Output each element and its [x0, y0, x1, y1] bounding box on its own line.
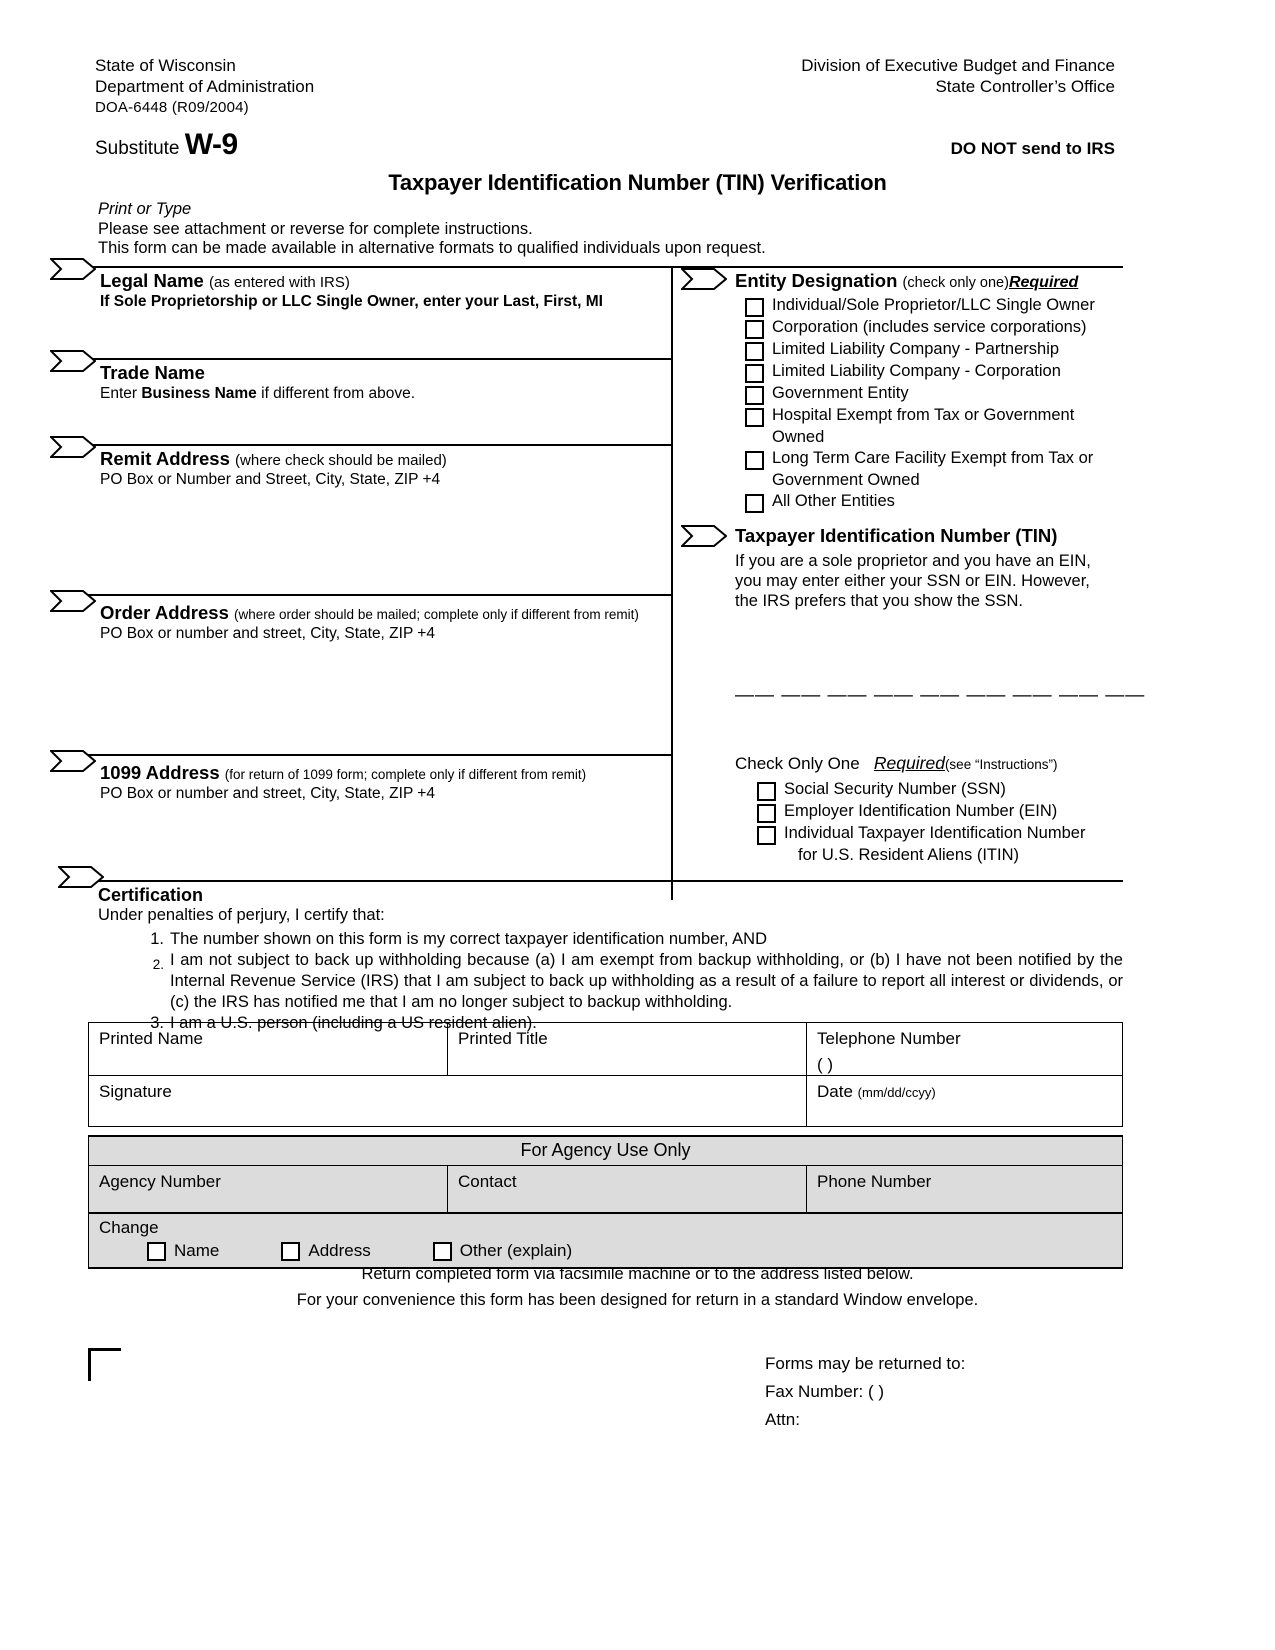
date-format-hint: (mm/dd/ccyy) — [857, 1085, 936, 1100]
telephone-number-placeholder: ( ) — [817, 1055, 834, 1074]
certification-lead: Under penalties of perjury, I certify that: — [98, 906, 385, 924]
checkbox-all-other-entities[interactable] — [745, 494, 764, 513]
left-column — [88, 268, 673, 900]
table-row — [89, 1023, 1123, 1076]
instructions-block — [98, 200, 766, 259]
field-legal-name[interactable] — [88, 270, 671, 360]
change-option-address[interactable] — [281, 1241, 370, 1261]
forms-returned-to-label: Forms may be returned to: — [765, 1354, 966, 1373]
checkbox-long-term-care-exempt[interactable] — [745, 451, 764, 470]
agency-identification — [95, 55, 314, 118]
checkbox-individual-sole-proprietor[interactable] — [745, 298, 764, 317]
trade-name-sub-post: if different from above. — [256, 385, 416, 402]
tin-note — [673, 551, 1123, 611]
checkbox-change-name[interactable] — [147, 1242, 166, 1261]
do-not-send-notice: DO NOT send to IRS — [950, 139, 1115, 158]
return-instructions-line-2: For your convenience this form has been designed for return in a standard Window envelope. — [296, 1291, 979, 1309]
telephone-number-label: Telephone Number — [817, 1029, 961, 1048]
entity-designation-label: Entity Designation — [735, 270, 898, 291]
tin-type-option-label — [784, 823, 1085, 866]
agency-state: State of Wisconsin — [95, 56, 236, 75]
change-option-label: Name — [174, 1241, 220, 1260]
check-only-one-heading — [735, 753, 1123, 774]
pennant-marker-icon — [58, 866, 104, 888]
field-order-address[interactable] — [88, 602, 671, 756]
instructions-line-2: This form can be made available in alternative formats to qualified individuals upon request. — [98, 239, 766, 257]
remit-address-label: Remit Address — [100, 448, 230, 469]
certification-item-text: I am a U.S. person (including a US resident alien). — [170, 1014, 537, 1032]
remit-address-sub: PO Box or Number and Street, City, State, ZIP +4 — [100, 471, 441, 488]
attn-row[interactable] — [765, 1406, 965, 1434]
agency-department: Department of Administration — [95, 77, 315, 96]
tin-digit-entry-field[interactable]: —— —— —— —— —— —— —— —— —— — [735, 685, 1146, 706]
check-one-required-badge: Required — [873, 753, 945, 773]
cell-phone-number[interactable] — [807, 1166, 1123, 1213]
tin-type-option-label: Employer Identification Number (EIN) — [784, 802, 1058, 820]
field-trade-name[interactable] — [88, 362, 671, 446]
table-row — [89, 1076, 1123, 1127]
tin-note-line-1: If you are a sole proprietor and you have an EIN, — [735, 552, 1091, 570]
trade-name-sub-pre: Enter — [100, 385, 142, 402]
attn-label: Attn: — [765, 1410, 800, 1429]
entity-option-row[interactable] — [745, 317, 1123, 339]
certification-item-text: I am not subject to back up withholding because (a) I am exempt from backup withholding, or (b) I have not been notified by the Internal Revenue Service (IRS) that I am subject to back up withholding as a result of a failure to report all interest or dividends, or (c) the IRS has notified me that I am no longer subject to backup withholding. — [170, 951, 1123, 1011]
entity-designation-note: (check only one) — [902, 275, 1009, 291]
form-header — [95, 55, 1115, 162]
checkbox-itin[interactable] — [757, 826, 776, 845]
pennant-marker-icon — [50, 436, 96, 458]
certification-item-number: 1. — [150, 930, 164, 948]
cell-contact[interactable] — [448, 1166, 807, 1213]
checkbox-change-address[interactable] — [281, 1242, 300, 1261]
pennant-marker-icon — [50, 350, 96, 372]
signature-label: Signature — [99, 1082, 172, 1101]
tin-note-line-2: you may enter either your SSN or EIN. However, — [735, 572, 1090, 590]
entity-option-label: Government Entity — [772, 384, 909, 402]
change-option-label: Other (explain) — [459, 1241, 573, 1260]
pennant-marker-icon — [50, 590, 96, 612]
field-remit-address[interactable] — [88, 448, 671, 596]
tin-section — [673, 525, 1146, 707]
instructions-line-1: Please see attachment or reverse for complete instructions. — [98, 219, 533, 238]
change-section — [88, 1212, 1123, 1269]
checkbox-llc-corporation[interactable] — [745, 364, 764, 383]
entity-option-row[interactable] — [745, 339, 1123, 361]
division-name: Division of Executive Budget and Finance — [801, 56, 1115, 75]
fax-number-row[interactable] — [765, 1378, 965, 1406]
entity-option-label: Long Term Care Facility Exempt from Tax or Government Owned — [772, 449, 1094, 489]
trade-name-sub — [88, 384, 671, 403]
pennant-marker-icon — [681, 268, 727, 290]
legal-name-label: Legal Name — [100, 270, 204, 291]
entity-option-row[interactable] — [745, 383, 1123, 405]
entity-option-label: Limited Liability Company - Corporation — [772, 362, 1061, 380]
entity-options-list — [673, 295, 1123, 513]
legal-name-note: (as entered with IRS) — [209, 274, 350, 291]
page-title: Taxpayer Identification Number (TIN) Verification — [388, 170, 887, 195]
itin-label-line-1: Individual Taxpayer Identification Number — [784, 824, 1086, 842]
pennant-marker-icon — [50, 258, 96, 280]
form-code: DOA-6448 (R09/2004) — [95, 99, 249, 116]
agency-number-label: Agency Number — [99, 1172, 221, 1191]
entity-option-row[interactable] — [745, 448, 1123, 491]
itin-label-line-2: for U.S. Resident Aliens (ITIN) — [798, 845, 1019, 864]
order-address-sub: PO Box or number and street, City, State, ZIP +4 — [100, 625, 435, 642]
change-option-label: Address — [308, 1241, 371, 1260]
tin-type-options-list — [735, 779, 1123, 866]
check-one-instructions-note: (see “Instructions”) — [944, 757, 1058, 772]
address-1099-note: (for return of 1099 form; complete only if different from remit) — [224, 767, 587, 782]
agency-use-only-header: For Agency Use Only — [88, 1135, 1123, 1167]
contact-label: Contact — [458, 1172, 517, 1191]
printed-name-label: Printed Name — [99, 1029, 203, 1048]
certification-item-number: 3. — [150, 1014, 164, 1032]
order-address-note: (where order should be mailed; complete only if different from remit) — [234, 607, 639, 622]
return-address-block — [765, 1350, 965, 1434]
change-option-other[interactable] — [433, 1241, 572, 1261]
tin-type-option-label: Social Security Number (SSN) — [784, 780, 1006, 798]
table-row — [89, 1166, 1123, 1213]
change-label: Change — [99, 1218, 159, 1237]
entity-option-row[interactable] — [745, 491, 1123, 513]
entity-option-row[interactable] — [745, 361, 1123, 383]
entity-required-badge: Required — [1008, 274, 1079, 291]
right-column — [673, 268, 1146, 900]
trade-name-label: Trade Name — [100, 362, 205, 383]
form-name: W-9 — [184, 128, 238, 161]
entity-option-label: All Other Entities — [772, 492, 895, 510]
entity-option-label: Individual/Sole Proprietor/LLC Single Owner — [772, 296, 1095, 314]
checkbox-corporation[interactable] — [745, 320, 764, 339]
controller-office: State Controller’s Office — [935, 77, 1115, 96]
pennant-marker-icon — [681, 525, 727, 547]
certification-items — [88, 929, 1123, 1034]
checkbox-government-entity[interactable] — [745, 386, 764, 405]
certification-item — [136, 929, 1123, 950]
fax-number-value: ( ) — [867, 1382, 885, 1401]
check-only-one-section — [673, 753, 1123, 866]
phone-number-label: Phone Number — [817, 1172, 932, 1191]
cell-date[interactable] — [807, 1076, 1123, 1127]
checkbox-llc-partnership[interactable] — [745, 342, 764, 361]
entity-designation-section — [673, 268, 1123, 513]
entity-option-row[interactable] — [745, 405, 1123, 448]
tin-type-option-row[interactable] — [757, 801, 1123, 823]
certification-item — [136, 950, 1123, 1013]
change-option-name[interactable] — [147, 1241, 219, 1261]
cell-telephone-number[interactable] — [807, 1023, 1123, 1076]
return-instructions-line-1: Return completed form via facsimile machine or to the address listed below. — [361, 1265, 914, 1283]
remit-address-note: (where check should be mailed) — [235, 452, 447, 469]
certification-item-text: The number shown on this form is my correct taxpayer identification number, AND — [170, 930, 768, 948]
agency-table — [88, 1165, 1123, 1213]
checkbox-ein[interactable] — [757, 804, 776, 823]
form-title-block — [95, 128, 238, 162]
entity-option-label: Corporation (includes service corporations) — [772, 318, 1087, 336]
trade-name-sub-bold: Business Name — [141, 385, 257, 402]
date-label: Date — [817, 1082, 853, 1101]
main-form-block — [88, 266, 1146, 900]
cell-agency-number[interactable] — [89, 1166, 448, 1213]
tin-type-option-row[interactable] — [757, 779, 1123, 801]
entity-option-label: Limited Liability Company - Partnership — [772, 340, 1060, 358]
address-1099-label: 1099 Address — [100, 762, 220, 783]
certification-title: Certification — [98, 885, 204, 905]
signature-table — [88, 1022, 1123, 1127]
tin-note-line-3: the IRS prefers that you show the SSN. — [735, 592, 1023, 610]
certification-item-number: 2. — [152, 957, 164, 972]
entity-option-label: Hospital Exempt from Tax or Government Owned — [772, 406, 1075, 446]
cell-signature[interactable] — [89, 1076, 807, 1127]
certification-section — [88, 880, 1123, 1034]
address-1099-sub: PO Box or number and street, City, State, ZIP +4 — [100, 785, 435, 802]
check-only-one-label: Check Only One — [735, 754, 860, 773]
fax-number-label: Fax Number: — [765, 1382, 864, 1401]
checkbox-hospital-exempt[interactable] — [745, 408, 764, 427]
tin-label: Taxpayer Identification Number (TIN) — [735, 525, 1058, 546]
substitute-label: Substitute — [95, 138, 180, 159]
order-address-label: Order Address — [100, 602, 229, 623]
pennant-marker-icon — [50, 750, 96, 772]
checkbox-change-other[interactable] — [433, 1242, 452, 1261]
cell-printed-title[interactable] — [448, 1023, 807, 1076]
entity-option-row[interactable] — [745, 295, 1123, 317]
printed-title-label: Printed Title — [458, 1029, 548, 1048]
legal-name-sub: If Sole Proprietorship or LLC Single Owner, enter your Last, First, MI — [100, 293, 603, 310]
division-identification — [801, 55, 1115, 97]
print-or-type-label: Print or Type — [98, 200, 192, 218]
tin-type-option-row[interactable] — [757, 823, 1123, 866]
change-options — [89, 1241, 1122, 1261]
cell-printed-name[interactable] — [89, 1023, 448, 1076]
registration-corner-mark-icon — [88, 1348, 121, 1381]
checkbox-ssn[interactable] — [757, 782, 776, 801]
